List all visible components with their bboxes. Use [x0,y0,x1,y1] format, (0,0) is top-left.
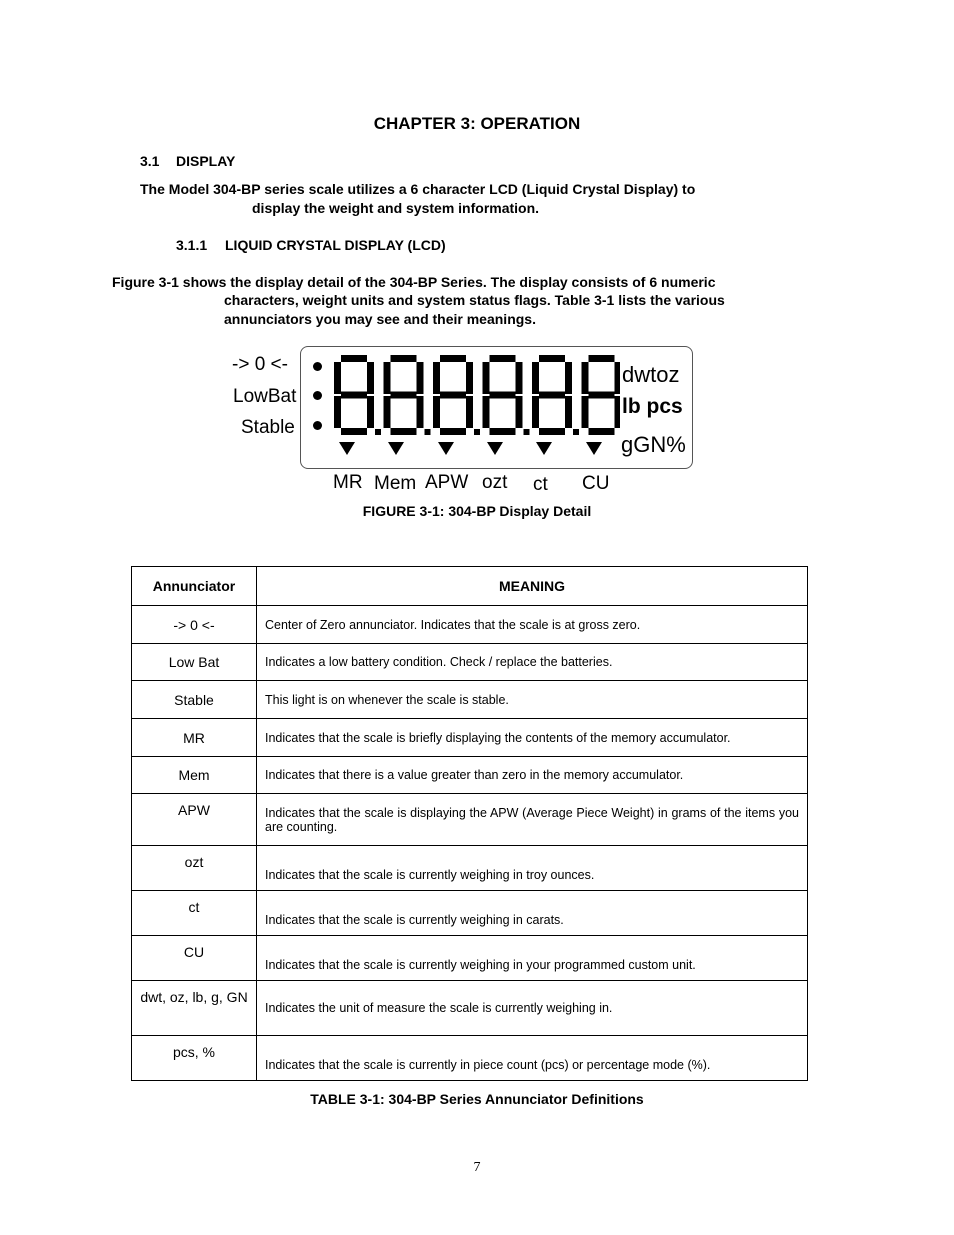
annunciator-cell: dwt, oz, lb, g, GN [132,981,257,1036]
lcd-decimal-point [474,429,480,435]
meaning-cell: Indicates that the scale is currently weighing in carats. [257,891,808,936]
lcd-segment [516,396,523,428]
annunciator-cell: CU [132,936,257,981]
figure-text-line-2: characters, weight units and system status flags. Table 3-1 lists the various [224,292,725,308]
meaning-cell: Indicates that the scale is currently weighing in troy ounces. [257,846,808,891]
lcd-segment [539,392,565,399]
unit-label-ggn: gGN% [621,432,686,457]
status-dot [313,391,322,400]
lcd-segment [391,355,417,362]
table-row [132,719,808,757]
lcd-decimal-point [573,429,579,435]
table-header-row [132,567,808,606]
lcd-segment [466,362,473,394]
table-row [132,757,808,794]
meaning-cell: Indicates the unit of measure the scale is currently weighing in. [257,981,808,1036]
lcd-label-mr: MR [333,472,363,493]
lcd-segment [367,396,374,428]
lcd-segment [384,362,391,394]
figure-text-line-3: annunciators you may see and their meanings. [224,311,536,327]
cu-indicator-icon [586,442,602,455]
section-title: DISPLAY [176,153,236,169]
lcd-segment [384,396,391,428]
meaning-cell: Indicates that the scale is currently weighing in your programmed custom unit. [257,936,808,981]
lcd-segment [532,362,539,394]
intro-line-1: The Model 304-BP series scale utilizes a 6 character LCD (Liquid Crystal Display) to [140,181,696,197]
lcd-decimal-point [524,429,530,435]
lcd-segment [440,428,466,435]
lcd-segment [615,396,621,428]
lcd-segment [433,396,440,428]
meaning-cell: Indicates that there is a value greater than zero in the memory accumulator. [257,757,808,794]
lcd-segment [589,392,615,399]
lcd-segment [539,355,565,362]
lcd-segment [367,362,374,394]
lcd-segment [483,396,490,428]
intro-line-2: display the weight and system information. [252,200,540,216]
annunciator-cell: MR [132,719,257,757]
lcd-segment [582,396,589,428]
lcd-segment [589,428,615,435]
lcd-segment [334,362,341,394]
annunciator-cell: pcs, % [132,1036,257,1081]
annunciator-cell: APW [132,794,257,846]
lcd-segment [433,362,440,394]
table-row [132,681,808,719]
mem-indicator-icon [388,442,404,455]
meaning-cell: Center of Zero annunciator. Indicates that the scale is at gross zero. [257,606,808,644]
unit-label-dwtoz: dwtoz [622,362,680,387]
lcd-segment [391,428,417,435]
header-meaning: MEANING [257,567,808,606]
table-row [132,794,808,846]
lcd-segment [341,428,367,435]
table-row [132,644,808,681]
meaning-cell: This light is on whenever the scale is stable. [257,681,808,719]
annunciator-cell: Stable [132,681,257,719]
table-row [132,846,808,891]
apw-indicator-icon [438,442,454,455]
lcd-label-stable: Stable [241,417,295,438]
chapter-title: CHAPTER 3: OPERATION [373,114,581,133]
lcd-segment [440,392,466,399]
annunciator-cell: -> 0 <- [132,606,257,644]
meaning-cell: Indicates that the scale is displaying the APW (Average Piece Weight) in grams of the items you are counting. [257,794,808,846]
lcd-segment [483,362,490,394]
lcd-segment [334,396,341,428]
status-dot [313,421,322,430]
lcd-segment [582,362,589,394]
page-number: 7 [473,1160,481,1175]
lcd-label-mem: Mem [374,473,417,494]
lcd-segment [440,355,466,362]
lcd-label-cu: CU [582,473,610,494]
lcd-segment [516,362,523,394]
subsection-number: 3.1.1 [176,237,208,253]
lcd-segment [532,396,539,428]
lcd-label-apw: APW [425,472,469,493]
table-row [132,606,808,644]
lcd-decimal-point [375,429,381,435]
lcd-label-lowbat: LowBat [233,386,297,407]
ct-indicator-icon [536,442,552,455]
lcd-segment [490,392,516,399]
subsection-title: LIQUID CRYSTAL DISPLAY (LCD) [225,237,446,253]
annunciator-cell: Low Bat [132,644,257,681]
lcd-segment [466,396,473,428]
table-row [132,981,808,1036]
lcd-segment [341,392,367,399]
lcd-segment [589,355,615,362]
ozt-indicator-icon [487,442,503,455]
lcd-label-ct: ct [533,474,548,495]
meaning-cell: Indicates a low battery condition. Check / replace the batteries. [257,644,808,681]
lcd-segment [565,396,572,428]
annunciator-cell: ct [132,891,257,936]
unit-label-lb-pcs: lb pcs [622,395,683,418]
lcd-segment [615,362,621,394]
lcd-segment [417,362,424,394]
status-dot [313,362,322,371]
lcd-segment [565,362,572,394]
lcd-figure [0,0,954,500]
lcd-decimal-point [425,429,431,435]
table-row [132,1036,808,1081]
lcd-segment [490,355,516,362]
lcd-label-ozt: ozt [482,472,508,493]
header-annunciator: Annunciator [132,567,257,606]
meaning-cell: Indicates that the scale is briefly displaying the contents of the memory accumulator. [257,719,808,757]
lcd-label-center-zero: -> 0 <- [232,354,288,375]
figure-caption: FIGURE 3-1: 304-BP Display Detail [362,503,592,519]
annunciator-cell: ozt [132,846,257,891]
lcd-segment [490,428,516,435]
lcd-segment [391,392,417,399]
figure-text-line-1: Figure 3-1 shows the display detail of the 304-BP Series. The display consists of 6 numeric [112,274,716,290]
annunciator-table [131,566,808,1081]
table-row [132,936,808,981]
meaning-cell: Indicates that the scale is currently in piece count (pcs) or percentage mode (%). [257,1036,808,1081]
mr-indicator-icon [339,442,355,455]
lcd-segment [539,428,565,435]
annunciator-cell: Mem [132,757,257,794]
lcd-digits [330,352,620,438]
table-caption: TABLE 3-1: 304-BP Series Annunciator Definitions [310,1091,644,1107]
lcd-segment [341,355,367,362]
lcd-segment [417,396,424,428]
section-number: 3.1 [140,153,160,169]
table-row [132,891,808,936]
